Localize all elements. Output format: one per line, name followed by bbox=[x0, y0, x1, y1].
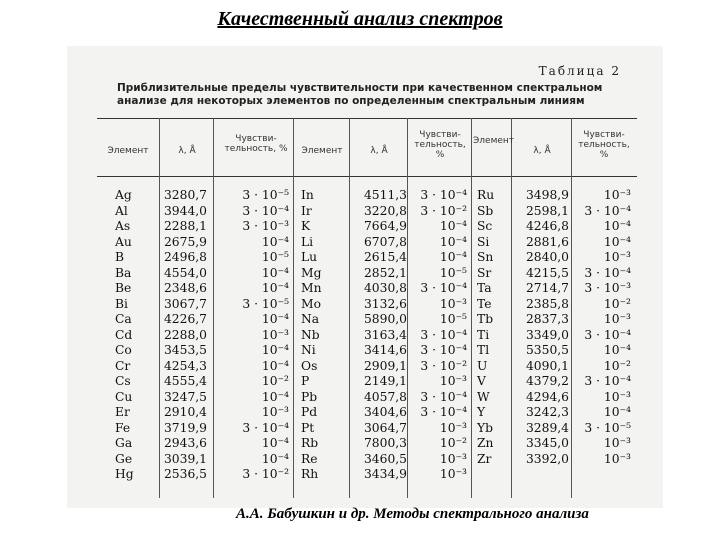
table-cell: 4379,2 bbox=[525, 374, 569, 388]
table-cell: 10⁻⁴ bbox=[439, 234, 467, 249]
table-cell: Sc bbox=[477, 219, 493, 233]
table-cell: 3719,9 bbox=[163, 420, 207, 435]
table-cell: 2149,1 bbox=[363, 374, 407, 388]
table-cell: Os bbox=[301, 358, 318, 373]
table-cell: 3220,8 bbox=[363, 203, 407, 218]
table-cell: P bbox=[301, 374, 310, 388]
table-cell: 3944,0 bbox=[163, 203, 207, 218]
table-cell: Ag bbox=[115, 188, 132, 202]
table-cell: Ti bbox=[477, 327, 490, 342]
table-cell: 2881,6 bbox=[525, 234, 569, 249]
table-cell: Si bbox=[477, 234, 490, 249]
table-cell: 10⁻⁴ bbox=[439, 250, 467, 264]
table-cell: 10⁻³ bbox=[603, 250, 631, 264]
table-cell: Te bbox=[477, 296, 492, 311]
table-cell: Pd bbox=[301, 405, 318, 419]
table-cell: 3434,9 bbox=[363, 467, 407, 481]
table-cell: Ge bbox=[115, 451, 133, 466]
table-cell: 2385,8 bbox=[525, 296, 569, 311]
table-cell: Mg bbox=[301, 265, 322, 280]
table-cell: 4090,1 bbox=[525, 358, 569, 373]
table-cell: 3 · 10⁻² bbox=[420, 203, 467, 218]
table-cell: 5350,5 bbox=[525, 343, 569, 357]
scanned-table bbox=[67, 46, 663, 508]
table-cell: Tb bbox=[477, 312, 494, 326]
table-number: Таблица 2 bbox=[538, 64, 621, 78]
table-cell: 5890,0 bbox=[363, 312, 407, 326]
table-cell: Y bbox=[477, 405, 486, 419]
table-cell: 10⁻² bbox=[261, 374, 289, 388]
table-cell: 10⁻⁴ bbox=[603, 219, 631, 233]
table-cell: Ca bbox=[115, 312, 132, 326]
table-cell: Ta bbox=[477, 281, 492, 295]
table-cell: 2675,9 bbox=[163, 234, 207, 249]
table-cell: 10⁻⁴ bbox=[261, 436, 289, 450]
slide-title: Качественный анализ спектров bbox=[217, 8, 503, 30]
table-cell: 10⁻⁴ bbox=[261, 389, 289, 404]
table-cell: Yb bbox=[477, 420, 493, 435]
table-cell: Rh bbox=[301, 467, 319, 481]
header-wavelength: λ, Å bbox=[533, 146, 551, 156]
table-cell: Re bbox=[301, 451, 318, 466]
table-cell: Cd bbox=[115, 327, 133, 342]
table-cell: 2714,7 bbox=[525, 281, 569, 295]
table-cell: 10⁻⁴ bbox=[261, 451, 289, 466]
table-cell: 3404,6 bbox=[363, 405, 407, 419]
table-cell: 10⁻⁴ bbox=[603, 405, 631, 419]
table-cell: Li bbox=[301, 234, 314, 249]
table-cell: 2909,1 bbox=[363, 358, 407, 373]
table-cell: 10⁻⁴ bbox=[603, 234, 631, 249]
wavelength-column-1 bbox=[163, 188, 207, 483]
table-cell: Tl bbox=[477, 343, 490, 357]
table-cell: 3242,3 bbox=[525, 405, 569, 419]
table-cell: 3 · 10⁻⁵ bbox=[242, 296, 289, 311]
table-cell: Hg bbox=[115, 467, 134, 481]
table-cell: 10⁻³ bbox=[439, 374, 467, 388]
table-cell: 3132,6 bbox=[363, 296, 407, 311]
table-cell: 3163,4 bbox=[363, 327, 407, 342]
table-cell: 4294,6 bbox=[525, 389, 569, 404]
element-column-1 bbox=[115, 188, 160, 483]
column-divider bbox=[571, 118, 572, 498]
table-caption: Приблизительные пределы чувствительности при качественном спектральном анализе для некоторых элементов по определенным спектральным линиям bbox=[117, 82, 603, 107]
table-cell: Zr bbox=[477, 451, 492, 466]
table-cell: 3414,6 bbox=[363, 343, 407, 357]
table-cell: W bbox=[477, 389, 490, 404]
table-cell: 10⁻³ bbox=[603, 389, 631, 404]
table-cell: 4030,8 bbox=[363, 281, 407, 295]
table-cell: 3392,0 bbox=[525, 451, 569, 466]
table-cell: 3 · 10⁻⁴ bbox=[420, 188, 467, 202]
table-cell: Co bbox=[115, 343, 132, 357]
column-divider bbox=[471, 118, 472, 498]
table-cell: Fe bbox=[115, 420, 131, 435]
table-cell: 3498,9 bbox=[525, 188, 569, 202]
table-cell: Bi bbox=[115, 296, 128, 311]
table-cell: 2288,0 bbox=[163, 327, 207, 342]
table-cell: 4057,8 bbox=[363, 389, 407, 404]
table-cell: Ru bbox=[477, 188, 495, 202]
table-cell: 3247,5 bbox=[163, 389, 207, 404]
table-cell: 2536,5 bbox=[163, 467, 207, 481]
table-cell: 2840,0 bbox=[525, 250, 569, 264]
table-cell: 3 · 10⁻⁴ bbox=[420, 281, 467, 295]
header-element: Элемент bbox=[107, 146, 149, 156]
table-cell: K bbox=[301, 219, 311, 233]
table-cell: 10⁻³ bbox=[603, 451, 631, 466]
table-cell: Zn bbox=[477, 436, 494, 450]
sensitivity-column-2 bbox=[409, 188, 467, 483]
table-cell: 4511,3 bbox=[363, 188, 407, 202]
table-cell: 3280,7 bbox=[163, 188, 207, 202]
table-cell: 4226,7 bbox=[163, 312, 207, 326]
table-cell: 10⁻³ bbox=[439, 420, 467, 435]
table-cell: 3067,7 bbox=[163, 296, 207, 311]
sensitivity-column-1 bbox=[217, 188, 289, 483]
header-wavelength: λ, Å bbox=[370, 146, 388, 156]
column-divider bbox=[293, 118, 294, 498]
table-cell: 2615,4 bbox=[363, 250, 407, 264]
table-cell: U bbox=[477, 358, 488, 373]
table-cell: Na bbox=[301, 312, 320, 326]
table-cell: Ba bbox=[115, 265, 132, 280]
table-cell: 3 · 10⁻⁴ bbox=[584, 203, 631, 218]
column-divider bbox=[407, 118, 408, 498]
table-cell: 4254,3 bbox=[163, 358, 207, 373]
table-cell: 10⁻³ bbox=[261, 327, 289, 342]
element-column-2 bbox=[301, 188, 341, 483]
table-cell: 10⁻³ bbox=[261, 405, 289, 419]
header-sensitivity: Чувстви-тельность, % bbox=[578, 130, 630, 160]
table-cell: Mn bbox=[301, 281, 322, 295]
table-cell: 10⁻⁵ bbox=[439, 312, 467, 326]
table-cell: 3 · 10⁻⁴ bbox=[420, 343, 467, 357]
table-cell: 3 · 10⁻⁴ bbox=[242, 203, 289, 218]
table-cell: 3 · 10⁻⁴ bbox=[584, 374, 631, 388]
table-cell: 10⁻⁵ bbox=[261, 250, 289, 264]
table-cell: 3 · 10⁻⁵ bbox=[242, 188, 289, 202]
table-cell: Ir bbox=[301, 203, 312, 218]
table-cell: 3 · 10⁻⁴ bbox=[584, 265, 631, 280]
table-cell: Sb bbox=[477, 203, 494, 218]
table-cell: 10⁻³ bbox=[439, 296, 467, 311]
table-cell: 10⁻⁴ bbox=[603, 343, 631, 357]
table-cell: Rb bbox=[301, 436, 319, 450]
header-top-rule bbox=[97, 118, 637, 119]
header-element: Элемент bbox=[301, 146, 343, 156]
table-cell: 10⁻⁴ bbox=[261, 234, 289, 249]
table-cell: 3 · 10⁻⁴ bbox=[420, 327, 467, 342]
header-sensitivity: Чувстви-тельность, % bbox=[414, 130, 466, 160]
table-cell: Cu bbox=[115, 389, 133, 404]
table-cell: 10⁻³ bbox=[603, 188, 631, 202]
header-bottom-rule bbox=[97, 176, 637, 177]
table-cell: Lu bbox=[301, 250, 318, 264]
table-cell: 7800,3 bbox=[363, 436, 407, 450]
table-cell: Pb bbox=[301, 389, 318, 404]
table-cell: 10⁻⁴ bbox=[261, 281, 289, 295]
wavelength-column-2 bbox=[353, 188, 407, 483]
table-cell: In bbox=[301, 188, 314, 202]
table-cell: 3 · 10⁻⁴ bbox=[420, 389, 467, 404]
table-cell: Pt bbox=[301, 420, 315, 435]
header-wavelength: λ, Å bbox=[178, 146, 196, 156]
column-divider bbox=[349, 118, 350, 498]
table-cell: 6707,8 bbox=[363, 234, 407, 249]
table-cell: 4555,4 bbox=[163, 374, 207, 388]
table-cell: Ga bbox=[115, 436, 133, 450]
wavelength-column-3 bbox=[513, 188, 569, 467]
table-cell: 10⁻⁵ bbox=[439, 265, 467, 280]
table-cell: 10⁻² bbox=[439, 436, 467, 450]
table-cell: 10⁻³ bbox=[439, 451, 467, 466]
table-cell: Nb bbox=[301, 327, 320, 342]
table-cell: 2910,4 bbox=[163, 405, 207, 419]
table-cell: 3039,1 bbox=[163, 451, 207, 466]
table-cell: 3 · 10⁻⁴ bbox=[584, 327, 631, 342]
table-cell: 10⁻⁴ bbox=[261, 265, 289, 280]
table-cell: 10⁻³ bbox=[603, 312, 631, 326]
table-cell: 10⁻⁴ bbox=[261, 312, 289, 326]
table-cell: 2943,6 bbox=[163, 436, 207, 450]
table-cell: 10⁻⁴ bbox=[439, 219, 467, 233]
table-cell: 10⁻² bbox=[603, 296, 631, 311]
table-cell: 2598,1 bbox=[525, 203, 569, 218]
table-cell: Mo bbox=[301, 296, 321, 311]
table-cell: 4246,8 bbox=[525, 219, 569, 233]
table-cell: 3 · 10⁻² bbox=[242, 467, 289, 481]
table-cell: As bbox=[115, 219, 131, 233]
table-cell: 3 · 10⁻³ bbox=[584, 281, 631, 295]
header-element: Элемент bbox=[473, 136, 515, 146]
header-sensitivity: Чувстви-тельность, % bbox=[224, 134, 288, 154]
table-cell: 10⁻³ bbox=[439, 467, 467, 481]
table-cell: 3289,4 bbox=[525, 420, 569, 435]
table-cell: B bbox=[115, 250, 125, 264]
table-cell: 10⁻⁴ bbox=[261, 343, 289, 357]
table-cell: 3460,5 bbox=[363, 451, 407, 466]
table-cell: Cs bbox=[115, 374, 131, 388]
element-column-3 bbox=[477, 188, 512, 467]
table-cell: 3349,0 bbox=[525, 327, 569, 342]
table-cell: 2348,6 bbox=[163, 281, 207, 295]
table-cell: 2852,1 bbox=[363, 265, 407, 280]
table-cell: Sn bbox=[477, 250, 494, 264]
source-credit: А.А. Бабушкин и др. Методы спектрального анализа bbox=[236, 506, 589, 522]
table-cell: 3 · 10⁻³ bbox=[242, 219, 289, 233]
table-cell: 3064,7 bbox=[363, 420, 407, 435]
table-cell: 7664,9 bbox=[363, 219, 407, 233]
table-cell: 2288,1 bbox=[163, 219, 207, 233]
table-cell: Au bbox=[115, 234, 132, 249]
table-cell: 3345,0 bbox=[525, 436, 569, 450]
table-cell: 3 · 10⁻² bbox=[420, 358, 467, 373]
table-cell: 10⁻³ bbox=[603, 436, 631, 450]
table-cell: 3453,5 bbox=[163, 343, 207, 357]
table-cell: Er bbox=[115, 405, 130, 419]
table-cell: 2837,3 bbox=[525, 312, 569, 326]
table-cell: Ni bbox=[301, 343, 316, 357]
table-cell: Al bbox=[115, 203, 128, 218]
table-cell: 3 · 10⁻⁴ bbox=[242, 420, 289, 435]
table-cell: Be bbox=[115, 281, 132, 295]
table-cell: 3 · 10⁻⁵ bbox=[584, 420, 631, 435]
table-cell: 4554,0 bbox=[163, 265, 207, 280]
table-cell: 10⁻⁴ bbox=[261, 358, 289, 373]
sensitivity-column-3 bbox=[573, 188, 631, 467]
table-cell: 4215,5 bbox=[525, 265, 569, 280]
table-cell: Cr bbox=[115, 358, 131, 373]
table-cell: Sr bbox=[477, 265, 492, 280]
column-divider bbox=[213, 118, 214, 498]
table-cell: 3 · 10⁻⁴ bbox=[420, 405, 467, 419]
table-cell: 10⁻² bbox=[603, 358, 631, 373]
table-cell: V bbox=[477, 374, 486, 388]
table-cell: 2496,8 bbox=[163, 250, 207, 264]
